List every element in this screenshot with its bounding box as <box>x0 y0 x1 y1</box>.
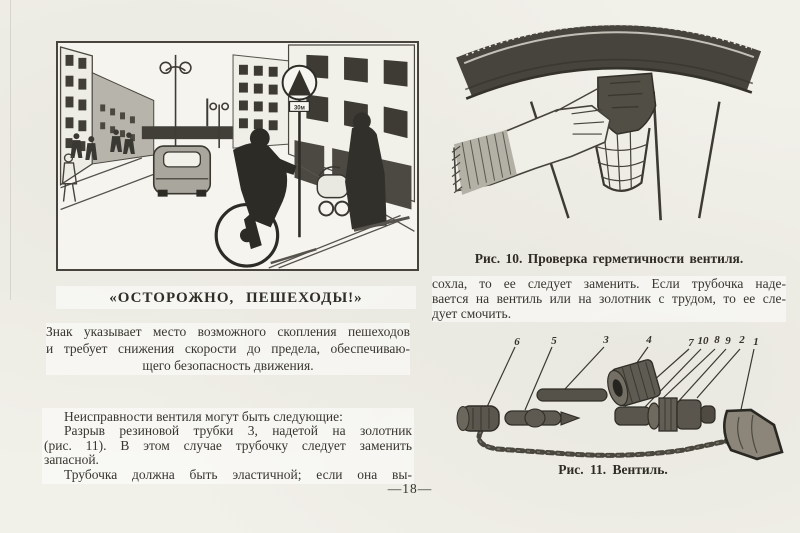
speed-sign-label: 30м <box>293 105 305 112</box>
warning-heading-block <box>56 286 416 309</box>
part-label: 9 <box>725 335 731 347</box>
intro-paragraph <box>46 323 410 375</box>
text-line: Неисправности вентиля могут быть следующие: <box>64 409 343 424</box>
street-scene-figure <box>56 41 419 271</box>
text-line: сохла, то ее следует заменить. Если трубочка наде- <box>432 276 786 291</box>
warning-heading: «ОСТОРОЖНО, ПЕШЕХОДЫ!» <box>109 290 363 306</box>
street-scene-illustration <box>58 43 417 269</box>
fig11-illustration <box>438 333 792 465</box>
faults-paragraph <box>42 408 414 484</box>
part-label: 4 <box>646 334 652 346</box>
text-line: вается на вентиль или на золотник с трудом, то ее сле- <box>432 291 786 307</box>
part-label: 3 <box>603 334 609 346</box>
text-line: Трубочка должна быть эластичной; если она вы- <box>64 466 412 482</box>
text-line: щего безопасность движения. <box>142 358 314 374</box>
part-label: 8 <box>714 334 720 346</box>
fig10-figure <box>450 10 766 246</box>
text-line: (рис. 11). В этом случае трубочку следует заменить <box>44 437 412 453</box>
right-paragraph <box>432 276 786 322</box>
fig10-caption: Рис. 10. Проверка герметичности вентиля. <box>474 251 744 266</box>
text-line: Разрыв резиновой трубки 3, надетой на золотник <box>64 423 412 439</box>
text-line: и требует снижения скорости до предела, обеспечиваю- <box>46 341 410 357</box>
fig11-figure <box>438 333 792 465</box>
part-label: 2 <box>739 334 745 346</box>
part-label: 5 <box>551 335 557 347</box>
part-label: 7 <box>688 337 694 349</box>
part-label: 6 <box>514 336 520 348</box>
text-line: запасной. <box>44 452 99 468</box>
fig10-illustration <box>450 10 766 246</box>
page-edge-line <box>10 0 11 300</box>
part-label: 10 <box>697 335 709 347</box>
text-line: Знак указывает место возможного скопления пешеходов <box>46 324 410 339</box>
text-line: дует смочить. <box>432 306 512 322</box>
part-label: 1 <box>753 336 759 348</box>
fig11-caption: Рис. 11. Вентиль. <box>558 462 668 477</box>
page-number: —18— <box>387 481 433 496</box>
